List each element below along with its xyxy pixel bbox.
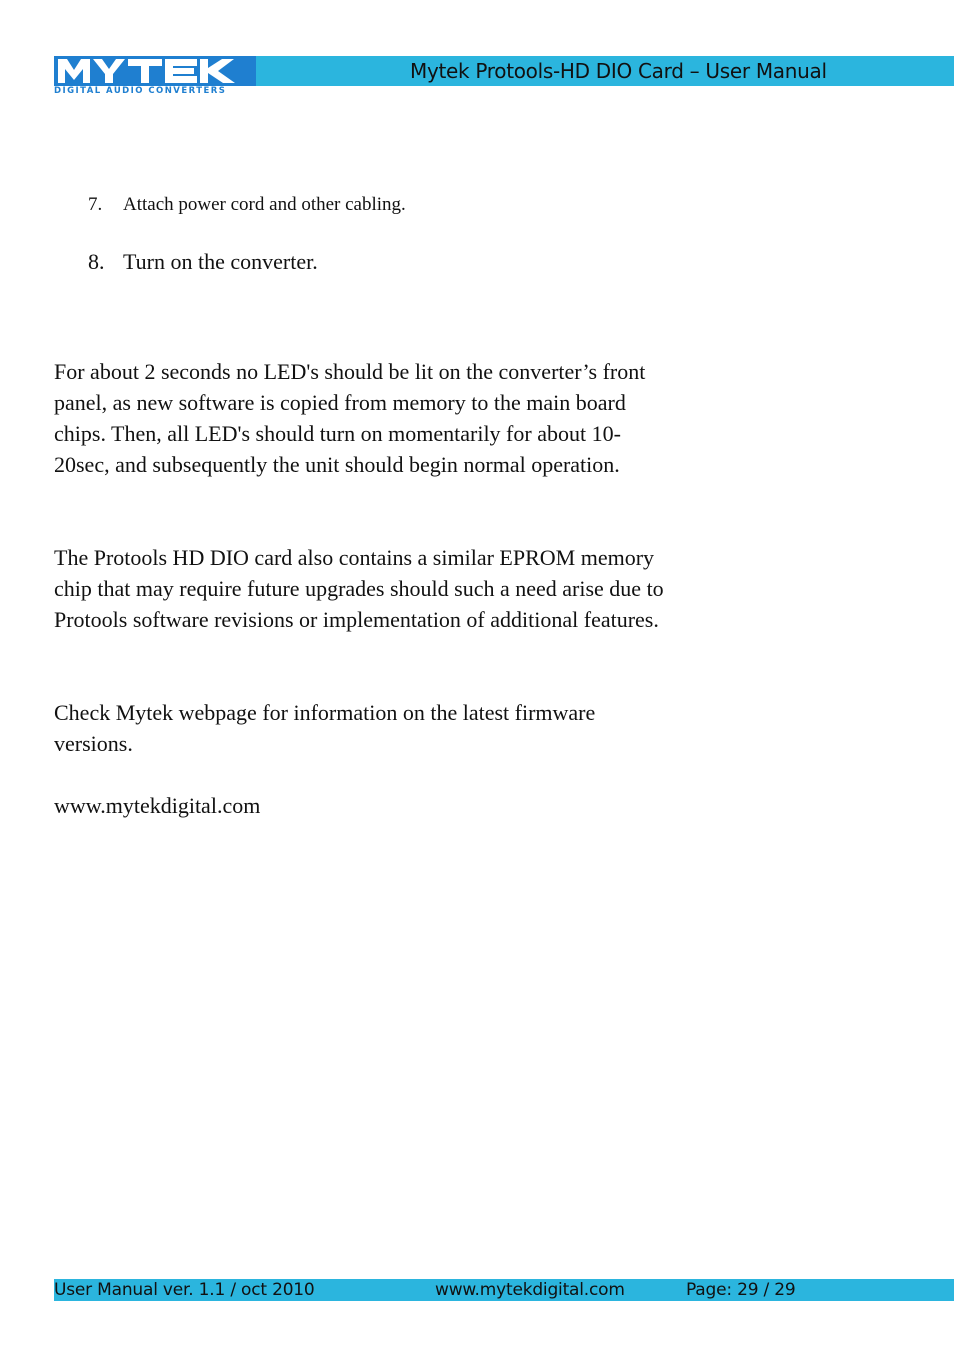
paragraph-firmware: Check Mytek webpage for information on the latest firmware versions. bbox=[54, 700, 596, 756]
header-title: Mytek Protools-HD DIO Card – User Manual bbox=[410, 59, 827, 83]
list-item-7 bbox=[88, 194, 406, 216]
list-number: 7. bbox=[88, 194, 103, 215]
website-link[interactable]: www.mytekdigital.com bbox=[54, 793, 261, 818]
list-number: 8. bbox=[88, 249, 105, 274]
paragraph-led-behavior: For about 2 seconds no LED's should be lit on the converter’s front panel, as new software is copied from memory to the main board chips. Then, all LED's should turn on momentarily for about 10-20sec, and subsequently the unit should begin normal operation. bbox=[54, 359, 646, 477]
footer-website: www.mytekdigital.com bbox=[435, 1280, 625, 1300]
list-item-8 bbox=[88, 249, 318, 275]
paragraph-eprom: The Protools HD DIO card also contains a similar EPROM memory chip that may require future upgrades should such a need arise due to Protools software revisions or implementation of additional features. bbox=[54, 545, 664, 632]
footer-page-number: Page: 29 / 29 bbox=[686, 1280, 796, 1300]
list-text: Turn on the converter. bbox=[123, 249, 318, 274]
logo-tagline: DIGITAL AUDIO CONVERTERS bbox=[54, 86, 227, 96]
footer-version: User Manual ver. 1.1 / oct 2010 bbox=[54, 1280, 315, 1300]
list-text: Attach power cord and other cabling. bbox=[123, 194, 406, 215]
